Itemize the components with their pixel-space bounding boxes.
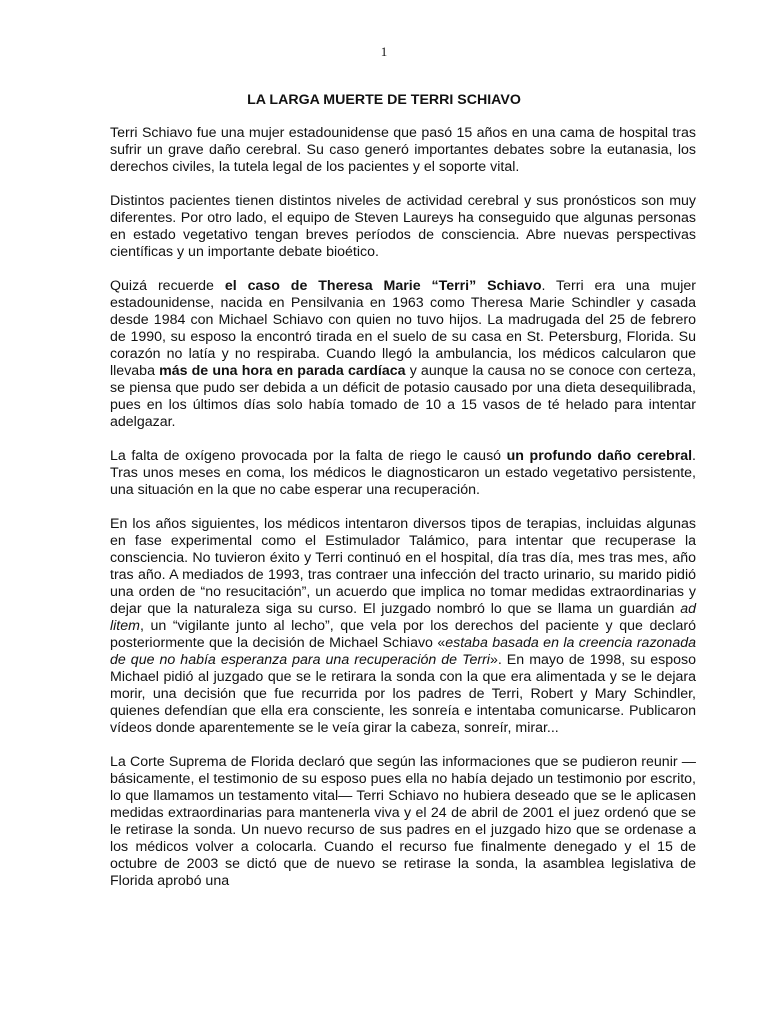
document-body [110, 125, 696, 907]
paragraph-brain-damage [110, 448, 696, 499]
bold-phrase-case-name: el caso de Theresa Marie “Terri” Schiavo [224, 278, 542, 294]
paragraph-case-history [110, 278, 696, 431]
text-run: . Tras unos meses en coma, los médicos le diagnosticaron un estado vegetativo persistente, una situación en la que no cabe esperar una recuperación. [110, 448, 696, 498]
text-run: Quizá recuerde [110, 278, 225, 294]
italic-phrase-ad-litem: ad litem [110, 601, 696, 634]
text-run: ». En mayo de 1998, su esposo Michael pidió al juzgado que se le retirara la sonda con la que era alimentada y se le dejara morir, una decisión que fue recurrida por los padres de Terri, Robert y Mary Schindler, quienes defendían que ella era consciente, les sonreía e intentaba comunicarse. Publicaron vídeos donde aparentemente se le veía girar la cabeza, sonreír, mirar... [110, 652, 696, 736]
paragraph-supreme-court: La Corte Suprema de Florida declaró que según las informaciones que se pudieron reunir —básicamente, el testimonio de su esposo pues ella no había dejado un testimonio por escrito, lo que llamamos un testamento vital— Terri Schiavo no hubiera deseado que se le aplicasen medidas extraordinarias para mantenerla viva y el 24 de abril de 2001 el juez ordenó que se le retirase la sonda. Un nuevo recurso de sus padres en el juzgado hizo que se ordenase a los médicos volver a colocarla. Cuando el recurso fue finalmente denegado y el 15 de octubre de 2003 se dictó que de nuevo se retirase la sonda, la asamblea legislativa de Florida aprobó una [110, 754, 696, 889]
bold-phrase-brain-damage: un profundo daño cerebral [506, 448, 693, 464]
page-number: 1 [380, 44, 388, 59]
text-run: En los años siguientes, los médicos intentaron diversos tipos de terapias, incluidas algunas en fase experimental como el Estimulador Talámico, para intentar que recuperase la consciencia. No tuvieron éxito y Terri continuó en el hospital, día tras día, mes tras mes, año tras año. A mediados de 1993, tras contraer una infección del tracto urinario, su marido pidió una orden de “no resucitación”, un acuerdo que implica no tomar medidas extraordinarias y dejar que la naturaleza siga su curso. El juzgado nombró lo que se llama un guardián [110, 516, 696, 617]
paragraph-legal-battle [110, 516, 696, 737]
text-run: y aunque la causa no se conoce con certeza, se piensa que pudo ser debida a un déficit de potasio causado por una dieta desequilibrada, pues en los últimos días solo había tomado de 10 a 15 vasos de té helado para intentar adelgazar. [110, 363, 697, 430]
text-run: , un “vigilante junto al lecho”, que vela por los derechos del paciente y que declaró posteriormente que la decisión de Michael Schiavo « [110, 618, 696, 651]
paragraph-intro: Terri Schiavo fue una mujer estadounidense que pasó 15 años en una cama de hospital tras sufrir un grave daño cerebral. Su caso generó importantes debates sobre la eutanasia, los derechos civiles, la tutela legal de los pacientes y el soporte vital. [110, 125, 696, 175]
text-run: La falta de oxígeno provocada por la falta de riego le causó [110, 448, 507, 464]
bold-phrase-cardiac-arrest: más de una hora en parada cardíaca [159, 363, 406, 379]
text-run: . Terri era una mujer estadounidense, nacida en Pensilvania en 1963 como Theresa Marie Schindler y casada desde 1984 con Michael Schiavo con quien no tuvo hijos. La madrugada del 25 de febrero de 1990, su esposo la encontró tirada en el suelo de su casa en St. Petersburg, Florida. Su corazón no latía y no respiraba. Cuando llegó la ambulancia, los médicos calcularon que llevaba [110, 278, 696, 379]
paragraph-brain-activity: Distintos pacientes tienen distintos niveles de actividad cerebral y sus pronósticos son muy diferentes. Por otro lado, el equipo de Steven Laureys ha conseguido que algunas personas en estado vegetativo tengan breves períodos de consciencia. Abre nuevas perspectivas científicas y un importante debate bioético. [110, 193, 696, 260]
italic-quote: estaba basada en la creencia razonada de que no había esperanza para una recuperación de Terri [110, 635, 696, 668]
document-title: LA LARGA MUERTE DE TERRI SCHIAVO [247, 92, 521, 108]
